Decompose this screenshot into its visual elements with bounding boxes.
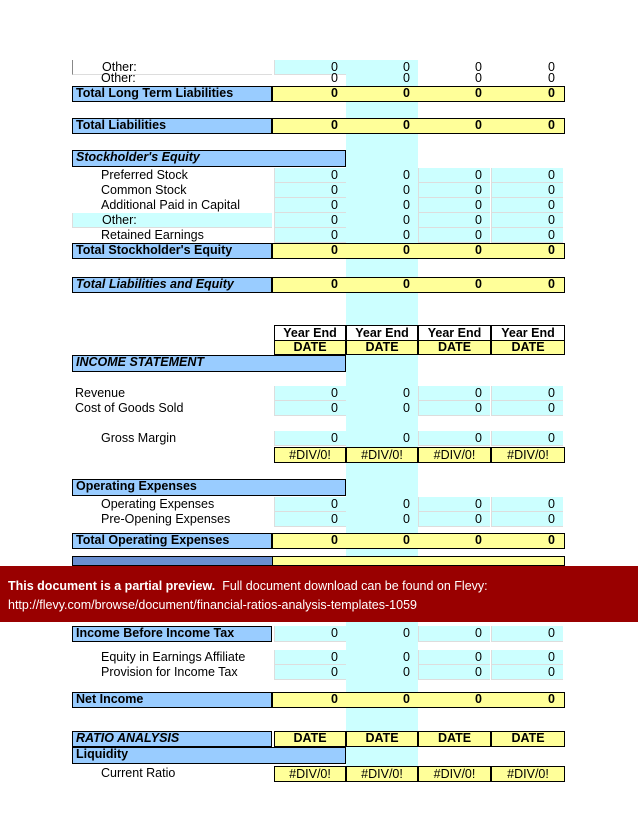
- cell-value[interactable]: 0: [274, 431, 346, 446]
- cell-value[interactable]: 0: [331, 533, 338, 547]
- cell-value[interactable]: 0: [403, 228, 410, 242]
- row-label: Pre-Opening Expenses: [101, 512, 231, 526]
- row-label: Total Liabilities and Equity: [72, 277, 272, 293]
- cell-value[interactable]: #DIV/0!: [491, 766, 565, 782]
- cell-value[interactable]: 0: [475, 277, 482, 291]
- row-preopening: [0, 512, 638, 527]
- section-header: Liquidity: [72, 747, 346, 764]
- row-gross-margin-pct: [0, 447, 638, 463]
- row-label: Other:: [101, 71, 136, 85]
- cell-value[interactable]: 0: [475, 71, 482, 85]
- banner-url[interactable]: http://flevy.com/browse/document/financial-ratios-analysis-templates-1059: [8, 598, 417, 612]
- section-header: INCOME STATEMENT: [72, 355, 346, 372]
- cell-value[interactable]: 0: [274, 401, 346, 416]
- section-header: Operating Expenses: [72, 479, 346, 496]
- row-preferred-stock: [0, 168, 638, 183]
- cell-value[interactable]: 0: [331, 692, 338, 706]
- cell-value[interactable]: #DIV/0!: [491, 447, 565, 463]
- row-ibit: [0, 626, 638, 642]
- row-net-income: [0, 692, 638, 708]
- banner-text: [8, 579, 488, 593]
- cell-value[interactable]: 0: [491, 497, 563, 512]
- cell-value[interactable]: 0: [274, 213, 346, 228]
- cell-value[interactable]: 0: [475, 533, 482, 547]
- cell-value[interactable]: 0: [548, 71, 555, 85]
- row-gross-margin: [0, 431, 638, 446]
- row-label: Revenue: [75, 386, 126, 400]
- cell-value[interactable]: 0: [274, 650, 346, 665]
- cell-value[interactable]: #DIV/0!: [418, 447, 491, 463]
- cell-value[interactable]: 0: [491, 401, 563, 416]
- cell-value[interactable]: 0: [331, 118, 338, 132]
- date-cell[interactable]: DATE: [346, 731, 418, 747]
- banner-rest: Full document download can be found on Flevy:: [222, 579, 488, 593]
- row-equity-affiliate: [0, 650, 638, 665]
- row-total-liabilities: [0, 118, 638, 134]
- cell-value[interactable]: 0: [491, 650, 563, 665]
- cell-value[interactable]: 0: [403, 213, 410, 227]
- cell-value[interactable]: 0: [418, 401, 490, 416]
- cell-value[interactable]: 0: [491, 386, 563, 401]
- cell-value[interactable]: 0: [475, 243, 482, 257]
- cell-value[interactable]: 0: [274, 198, 346, 213]
- row-label: Current Ratio: [101, 766, 176, 780]
- row-label: Net Income: [72, 692, 272, 708]
- cell-value[interactable]: 0: [418, 650, 490, 665]
- cell-value[interactable]: 0: [418, 198, 490, 213]
- cell-value[interactable]: 0: [548, 243, 555, 257]
- cell-value[interactable]: 0: [331, 277, 338, 291]
- preview-banner: [0, 566, 638, 622]
- cell-value[interactable]: 0: [475, 692, 482, 706]
- cell-value[interactable]: 0: [475, 118, 482, 132]
- cell-value[interactable]: 0: [403, 386, 410, 400]
- row-label: Additional Paid in Capital: [101, 198, 240, 212]
- cell-value[interactable]: 0: [403, 692, 410, 706]
- section-ratio-analysis: [0, 731, 638, 747]
- cell-value[interactable]: #DIV/0!: [346, 447, 418, 463]
- cell-value[interactable]: 0: [548, 277, 555, 291]
- cell-value[interactable]: 0: [403, 431, 410, 445]
- cell-value[interactable]: 0: [274, 497, 346, 512]
- cell-value[interactable]: 0: [403, 71, 410, 85]
- row-label: Total Liabilities: [72, 118, 272, 134]
- row-label: Operating Expenses: [101, 497, 215, 511]
- row-opex: [0, 497, 638, 512]
- row-other-2: [0, 71, 638, 86]
- cell-value[interactable]: 0: [491, 168, 563, 183]
- row-apic: [0, 198, 638, 213]
- period-header: Year End: [346, 325, 418, 340]
- cell-value[interactable]: 0: [403, 277, 410, 291]
- row-label: Provision for Income Tax: [101, 665, 238, 679]
- section-header: RATIO ANALYSIS: [72, 731, 272, 747]
- cell-value[interactable]: 0: [475, 86, 482, 100]
- cell-value[interactable]: 0: [403, 650, 410, 664]
- cell-value[interactable]: 0: [418, 228, 490, 243]
- cell-value[interactable]: 0: [418, 431, 490, 446]
- cell-value[interactable]: 0: [331, 86, 338, 100]
- cell-value[interactable]: 0: [418, 168, 490, 183]
- cell-value[interactable]: 0: [491, 198, 563, 213]
- date-cell[interactable]: DATE: [491, 731, 565, 747]
- row-cogs: [0, 401, 638, 416]
- cell-value[interactable]: 0: [418, 665, 490, 680]
- cell-value[interactable]: 0: [403, 401, 410, 415]
- hidden-row-band: [272, 556, 565, 566]
- cell-value[interactable]: 0: [491, 665, 563, 680]
- row-label: Preferred Stock: [101, 168, 188, 182]
- date-cell[interactable]: DATE: [418, 340, 491, 355]
- cell-value[interactable]: 0: [403, 243, 410, 257]
- cell-value[interactable]: 0: [418, 626, 490, 642]
- cell-value[interactable]: 0: [548, 86, 555, 100]
- cell-value[interactable]: 0: [418, 386, 490, 401]
- row-label: Cost of Goods Sold: [75, 401, 184, 415]
- cell-value[interactable]: 0: [403, 168, 410, 182]
- cell-value[interactable]: 0: [548, 60, 555, 74]
- row-revenue: [0, 386, 638, 401]
- period-header: Year End: [274, 325, 346, 340]
- row-partial-hidden: [0, 556, 638, 566]
- cell-value[interactable]: 0: [403, 60, 410, 74]
- row-label: Other:: [72, 213, 272, 228]
- cell-value[interactable]: 0: [403, 86, 410, 100]
- section-income-statement: [0, 355, 638, 372]
- cell-value[interactable]: 0: [274, 60, 346, 75]
- cell-value[interactable]: 0: [403, 497, 410, 511]
- cell-value[interactable]: 0: [403, 118, 410, 132]
- row-label: Gross Margin: [101, 431, 177, 445]
- row-label: Total Operating Expenses: [72, 533, 272, 549]
- date-cell[interactable]: DATE: [418, 731, 491, 747]
- cell-value[interactable]: 0: [331, 243, 338, 257]
- row-total-ltl: [0, 86, 638, 102]
- cell-value[interactable]: 0: [418, 213, 490, 228]
- row-label: Total Long Term Liabilities: [72, 86, 272, 102]
- cell-value[interactable]: 0: [491, 228, 563, 243]
- date-cell[interactable]: DATE: [274, 340, 346, 355]
- cell-value[interactable]: 0: [491, 213, 563, 228]
- row-date: [0, 340, 638, 355]
- cell-value[interactable]: #DIV/0!: [274, 766, 346, 782]
- cell-value[interactable]: #DIV/0!: [418, 766, 491, 782]
- banner-bold: This document is a partial preview.: [8, 579, 216, 593]
- cell-value[interactable]: 0: [548, 533, 555, 547]
- row-income-tax: [0, 665, 638, 680]
- cell-value[interactable]: 0: [491, 431, 563, 446]
- date-cell[interactable]: DATE: [491, 340, 565, 355]
- cell-value[interactable]: 0: [274, 183, 346, 198]
- row-label: Total Stockholder's Equity: [72, 243, 272, 259]
- cell-value[interactable]: 0: [331, 71, 338, 85]
- cell-value[interactable]: 0: [491, 626, 563, 642]
- cell-value[interactable]: 0: [274, 665, 346, 680]
- cell-value[interactable]: 0: [491, 512, 563, 527]
- cell-value[interactable]: 0: [403, 183, 410, 197]
- section-header: Stockholder's Equity: [72, 150, 346, 167]
- row-label: Other:: [72, 60, 272, 75]
- cell-value[interactable]: 0: [274, 228, 346, 243]
- cell-value[interactable]: 0: [548, 692, 555, 706]
- cell-value[interactable]: 0: [418, 512, 490, 527]
- section-liquidity: [0, 747, 638, 764]
- section-operating-expenses: [0, 479, 638, 496]
- row-year-end: [0, 325, 638, 340]
- cell-value[interactable]: 0: [403, 198, 410, 212]
- period-header: Year End: [418, 325, 491, 340]
- date-cell[interactable]: DATE: [346, 340, 418, 355]
- cell-value[interactable]: 0: [418, 497, 490, 512]
- cell-value[interactable]: 0: [403, 626, 410, 640]
- row-label: Equity in Earnings Affiliate: [101, 650, 246, 664]
- cell-value[interactable]: 0: [274, 626, 346, 642]
- section-stockholders-equity: [0, 150, 638, 167]
- cell-value[interactable]: 0: [403, 533, 410, 547]
- row-total-opex: [0, 533, 638, 549]
- period-header: Year End: [491, 325, 565, 340]
- row-total-se: [0, 243, 638, 259]
- cell-value[interactable]: 0: [491, 183, 563, 198]
- cell-value[interactable]: 0: [418, 183, 490, 198]
- date-cell[interactable]: DATE: [274, 731, 346, 747]
- row-total-le: [0, 277, 638, 293]
- cell-value[interactable]: 0: [475, 60, 482, 74]
- cell-value[interactable]: 0: [274, 168, 346, 183]
- cell-value[interactable]: 0: [274, 386, 346, 401]
- row-other-3: [0, 213, 638, 228]
- row-current-ratio: [0, 766, 638, 782]
- cell-value[interactable]: #DIV/0!: [274, 447, 346, 463]
- row-label: Common Stock: [101, 183, 187, 197]
- row-common-stock: [0, 183, 638, 198]
- cell-value[interactable]: 0: [403, 665, 410, 679]
- cell-value[interactable]: 0: [403, 512, 410, 526]
- cell-value[interactable]: 0: [548, 118, 555, 132]
- cell-value[interactable]: #DIV/0!: [346, 766, 418, 782]
- row-label: Retained Earnings: [101, 228, 204, 242]
- row-retained-earnings: [0, 228, 638, 243]
- cell-value[interactable]: 0: [274, 512, 346, 527]
- row-label: Income Before Income Tax: [72, 626, 272, 642]
